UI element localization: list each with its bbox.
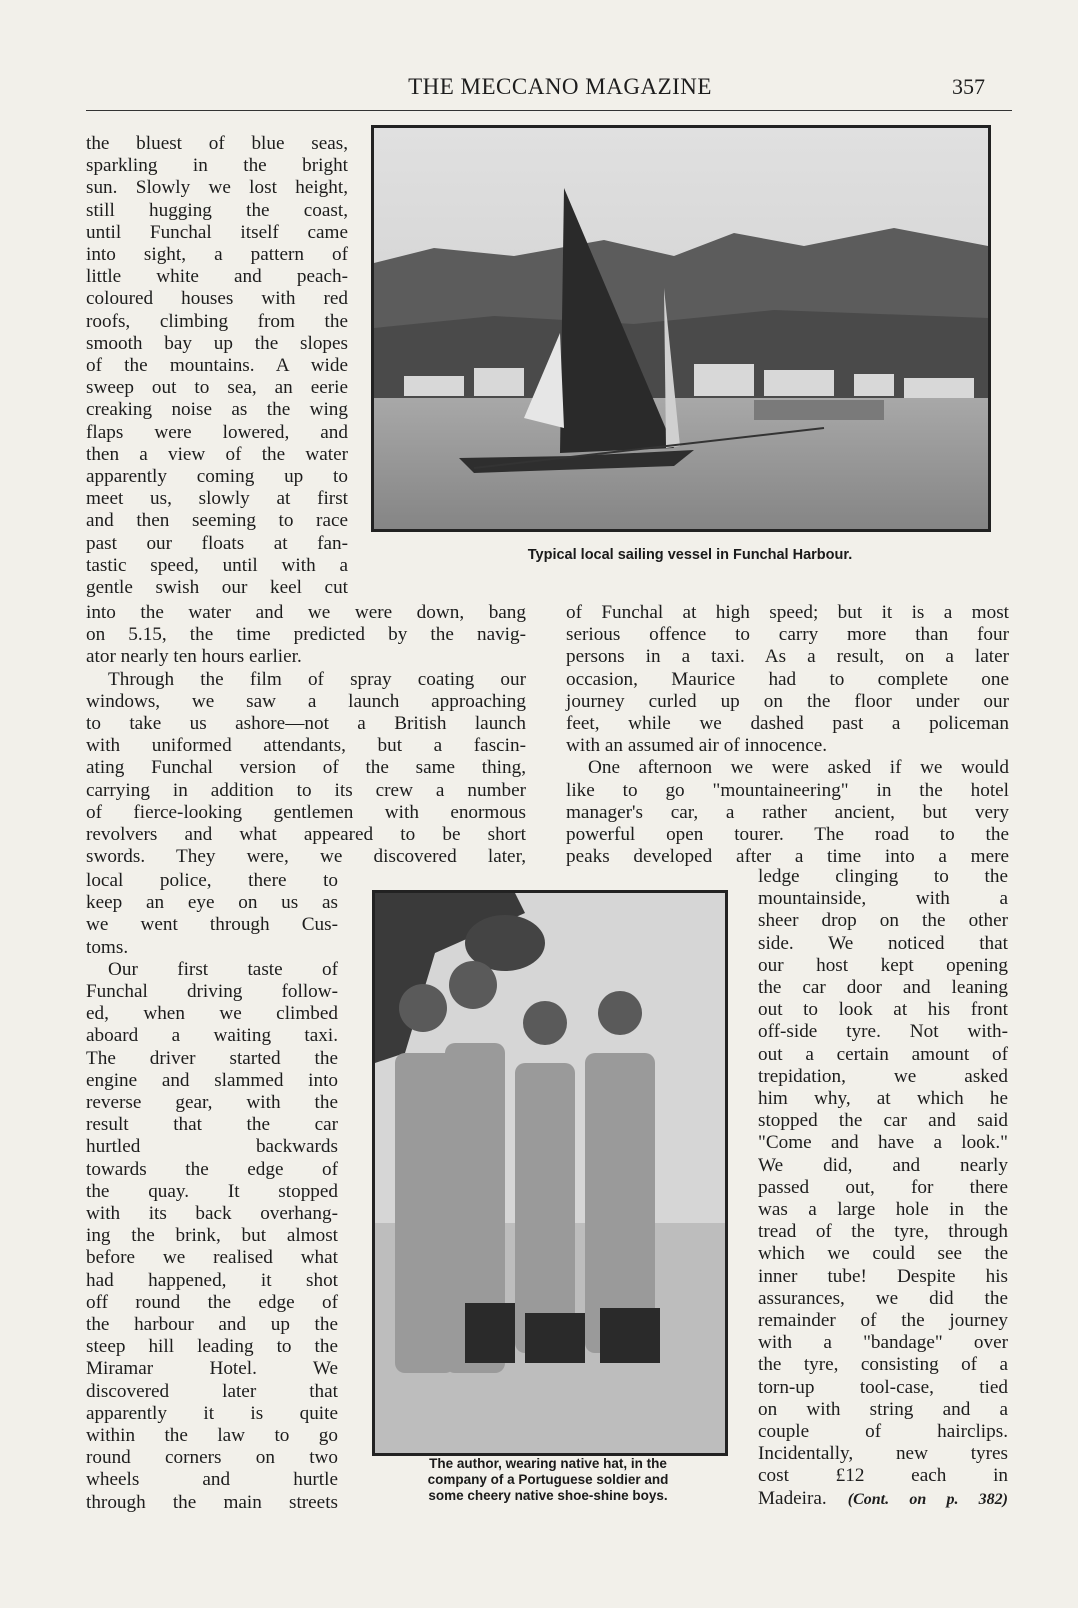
text-line: Miramar Hotel. We (86, 1358, 338, 1380)
text-line: remainder of the journey (758, 1310, 1008, 1332)
text-line: with its back overhang- (86, 1203, 338, 1225)
text-line: steep hill leading to the (86, 1336, 338, 1358)
text-line: meet us, slowly at first (86, 488, 348, 510)
sailing-vessel-caption: Typical local sailing vessel in Funchal Harbour. (527, 547, 853, 563)
text-line: cost £12 each in (758, 1465, 1008, 1487)
continuation-note: (Cont. on p. 382) (847, 1490, 1009, 1508)
text-line: ledge clinging to the (758, 866, 1008, 887)
text-line: sweep out to sea, an eerie (86, 377, 348, 399)
text-line: creaking noise as the wing (86, 399, 348, 421)
text-line: inner tube! Despite his (758, 1265, 1008, 1287)
text-line: Incidentally, new tyres (758, 1443, 1008, 1465)
caption-line: The author, wearing native hat, in the (429, 1456, 667, 1471)
text-line: apparently it is quite (86, 1402, 338, 1424)
left-column-middle (86, 602, 526, 868)
text-line: we went through Cus- (86, 914, 338, 936)
text-line: side. We noticed that (758, 932, 1008, 954)
text-line: within the law to go (86, 1425, 338, 1447)
text-line: on 5.15, the time predicted by the navig- (86, 624, 526, 646)
text-line: to take us ashore—not a British launch (86, 713, 526, 735)
left-column-top (86, 133, 348, 599)
caption-line: company of a Portuguese soldier and (427, 1472, 669, 1487)
text-line: with uniformed attendants, but a fascin- (86, 735, 526, 757)
caption-line: some cheery native shoe-shine boys. (428, 1488, 668, 1503)
author-group-illustration (375, 893, 725, 1453)
text-line: off round the edge of (86, 1291, 338, 1313)
sailing-vessel-illustration (374, 128, 988, 529)
text-line: sun. Slowly we lost height, (86, 177, 348, 199)
header-rule (86, 110, 1012, 111)
text-line: which we could see the (758, 1243, 1008, 1265)
text-line: powerful open tourer. The road to the (566, 824, 1009, 846)
right-column-bottom (758, 866, 1008, 1511)
text-line: roofs, climbing from the (86, 310, 348, 332)
text-line: of Funchal at high speed; but it is a most (566, 602, 1009, 623)
text-line: until Funchal itself came (86, 221, 348, 243)
text-line: towards the edge of (86, 1158, 338, 1180)
text-line: windows, we saw a launch approaching (86, 690, 526, 712)
text-line: smooth bay up the slopes (86, 332, 348, 354)
text-line: We did, and nearly (758, 1154, 1008, 1176)
text-line: ing the brink, but almost (86, 1225, 338, 1247)
text-line: swords. They were, we discovered later, (86, 846, 526, 868)
text-line: round corners on two (86, 1447, 338, 1469)
text-line: on with string and a (758, 1398, 1008, 1420)
text-line: ating Funchal version of the same thing, (86, 757, 526, 779)
text-line: the harbour and up the (86, 1314, 338, 1336)
text-line: little white and peach- (86, 266, 348, 288)
text-line: the tyre, consisting of a (758, 1354, 1008, 1376)
text-line: persons in a taxi. As a result, on a later (566, 646, 1009, 668)
text-line: result that the car (86, 1114, 338, 1136)
text-line: mountainside, with a (758, 888, 1008, 910)
text-line: assurances, we did the (758, 1287, 1008, 1309)
text-line: with an assumed air of innocence. (566, 735, 828, 757)
text-line: The driver started the (86, 1047, 338, 1069)
text-line: our host kept opening (758, 954, 1008, 976)
text-line: trepidation, we asked (758, 1065, 1008, 1087)
text-line: stopped the car and said (758, 1110, 1008, 1132)
text-line: local police, there to (86, 870, 338, 891)
text-line: ed, when we climbed (86, 1003, 338, 1025)
author-group-caption (362, 1456, 734, 1504)
text-line: aboard a waiting taxi. (86, 1025, 338, 1047)
author-group-photo (372, 890, 728, 1456)
text-line: revolvers and what appeared to be short (86, 824, 526, 846)
final-word: Madeira. (758, 1487, 827, 1509)
text-line: into the water and we were down, bang (86, 602, 526, 623)
text-line: couple of hairclips. (758, 1421, 1008, 1443)
text-line: "Come and have a look." (758, 1132, 1008, 1154)
text-line: keep an eye on us as (86, 892, 338, 914)
text-line: him why, at which he (758, 1088, 1008, 1110)
text-line: had happened, it shot (86, 1269, 338, 1291)
text-line: One afternoon we were asked if we would (588, 757, 1009, 779)
text-line: coloured houses with red (86, 288, 348, 310)
text-line: Funchal driving follow- (86, 981, 338, 1003)
text-line: gentle swish our keel cut (86, 577, 348, 599)
text-line: flaps were lowered, and (86, 421, 348, 443)
text-line: sparkling in the bright (86, 155, 348, 177)
text-line-final (758, 1488, 1008, 1511)
text-line: was a large hole in the (758, 1199, 1008, 1221)
text-line: tread of the tyre, through (758, 1221, 1008, 1243)
text-line: ator nearly ten hours earlier. (86, 646, 302, 668)
text-line: Through the film of spray coating our (108, 668, 526, 690)
text-line: reverse gear, with the (86, 1092, 338, 1114)
page-number: 357 (952, 74, 985, 99)
text-line: occasion, Maurice had to complete one (566, 668, 1009, 690)
text-line: peaks developed after a time into a mere (566, 846, 1009, 868)
right-column-middle (566, 602, 1009, 868)
text-line: of fierce-looking gentlemen with enormous (86, 801, 526, 823)
text-line: tastic speed, until with a (86, 554, 348, 576)
text-line: past our floats at fan- (86, 532, 348, 554)
text-line: serious offence to carry more than four (566, 624, 1009, 646)
text-line: into sight, a pattern of (86, 244, 348, 266)
text-line: like to go "mountaineering" in the hotel (566, 779, 1009, 801)
text-line: of the mountains. A wide (86, 355, 348, 377)
text-line: out a certain amount of (758, 1043, 1008, 1065)
text-line: torn-up tool-case, tied (758, 1376, 1008, 1398)
text-line: discovered later that (86, 1380, 338, 1402)
text-line: through the main streets (86, 1491, 338, 1513)
text-line: and then seeming to race (86, 510, 348, 532)
text-line: wheels and hurtle (86, 1469, 338, 1491)
magazine-title: THE MECCANO MAGAZINE (408, 74, 712, 99)
left-column-bottom (86, 870, 338, 1514)
text-line: off-side tyre. Not with- (758, 1021, 1008, 1043)
text-line: the car door and leaning (758, 977, 1008, 999)
text-line: feet, while we dashed past a policeman (566, 713, 1009, 735)
text-line: toms. (86, 936, 129, 958)
sailing-vessel-photo (371, 125, 991, 532)
text-line: passed out, for there (758, 1176, 1008, 1198)
text-line: engine and slammed into (86, 1069, 338, 1091)
text-line: journey curled up on the floor under our (566, 690, 1009, 712)
text-line: then a view of the water (86, 443, 348, 465)
text-line: carrying in addition to its crew a number (86, 779, 526, 801)
text-line: sheer drop on the other (758, 910, 1008, 932)
text-line: before we realised what (86, 1247, 338, 1269)
text-line: the bluest of blue seas, (86, 133, 348, 154)
text-line: still hugging the coast, (86, 199, 348, 221)
text-line: apparently coming up to (86, 466, 348, 488)
text-line: manager's car, a rather ancient, but very (566, 801, 1009, 823)
text-line: Our first taste of (108, 958, 338, 980)
text-line: with a "bandage" over (758, 1332, 1008, 1354)
text-line: hurtled backwards (86, 1136, 338, 1158)
text-line: out to look at his front (758, 999, 1008, 1021)
text-line: the quay. It stopped (86, 1180, 338, 1202)
